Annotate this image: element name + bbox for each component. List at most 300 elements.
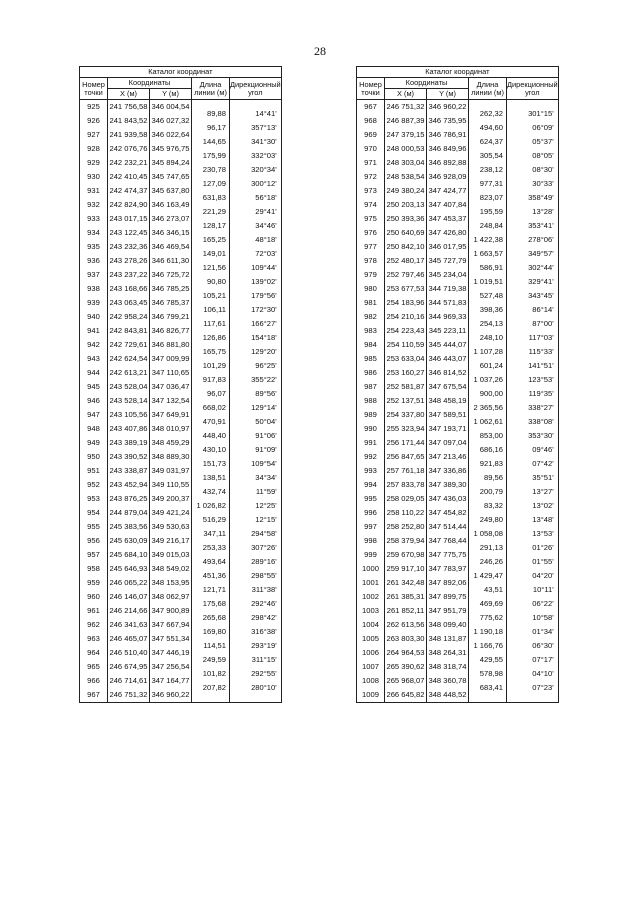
x-coordinate-cell: 264 964,53	[385, 646, 427, 660]
x-coordinate-cell: 263 803,30	[385, 632, 427, 646]
direction-angle-cell: 115°33'	[507, 345, 559, 359]
y-coordinate-cell: 347 951,79	[427, 604, 469, 618]
point-number-cell: 927	[80, 128, 108, 142]
direction-angle-cell: 34°34'	[230, 471, 282, 485]
line-length-cell: 117,61	[192, 317, 230, 331]
y-coordinate-cell: 347 407,84	[427, 198, 469, 212]
y-coordinate-cell: 347 256,54	[150, 660, 192, 674]
line-length-cell: 83,32	[469, 499, 507, 513]
y-coordinate-cell: 346 849,96	[427, 142, 469, 156]
direction-angle-cell: 01°26'	[507, 541, 559, 555]
direction-angle-cell: 154°18'	[230, 331, 282, 345]
direction-angle-cell: 89°56'	[230, 387, 282, 401]
y-coordinate-cell: 346 799,21	[150, 310, 192, 324]
y-coordinate-cell: 345 223,11	[427, 324, 469, 338]
y-coordinate-cell: 348 318,74	[427, 660, 469, 674]
line-length-cell: 921,83	[469, 457, 507, 471]
y-coordinate-cell: 346 004,54	[150, 100, 192, 115]
line-length-cell: 900,00	[469, 387, 507, 401]
direction-angle-cell: 307°26'	[230, 541, 282, 555]
point-number-cell: 990	[357, 422, 385, 436]
line-length-cell: 469,69	[469, 597, 507, 611]
x-coordinate-cell: 246 751,32	[108, 688, 150, 703]
y-coordinate-cell: 349 530,63	[150, 520, 192, 534]
y-coordinate-cell: 346 892,88	[427, 156, 469, 170]
y-coordinate-cell: 346 814,52	[427, 366, 469, 380]
point-number-cell: 1008	[357, 674, 385, 688]
line-length-cell: 347,11	[192, 527, 230, 541]
y-coordinate-cell: 344 969,33	[427, 310, 469, 324]
x-coordinate-cell: 246 674,95	[108, 660, 150, 674]
x-coordinate-cell: 254 337,80	[385, 408, 427, 422]
coordinate-catalog-table-right	[356, 66, 559, 703]
direction-angle-cell: 07°23'	[507, 681, 559, 696]
point-number-cell: 955	[80, 520, 108, 534]
point-number-cell: 1005	[357, 632, 385, 646]
x-coordinate-cell: 248 538,54	[385, 170, 427, 184]
line-length-cell: 686,16	[469, 443, 507, 457]
x-coordinate-cell: 243 389,19	[108, 436, 150, 450]
y-coordinate-cell: 348 153,95	[150, 576, 192, 590]
y-coordinate-cell: 347 899,75	[427, 590, 469, 604]
direction-angle-cell: 311°38'	[230, 583, 282, 597]
point-number-cell: 936	[80, 254, 108, 268]
direction-angle-cell: 129°20'	[230, 345, 282, 359]
y-coordinate-cell: 348 131,87	[427, 632, 469, 646]
header-line-length: Длина линии (м)	[469, 78, 507, 100]
direction-angle-cell: 129°14'	[230, 401, 282, 415]
line-length-cell: 144,65	[192, 135, 230, 149]
direction-angle-cell: 293°19'	[230, 639, 282, 653]
x-coordinate-cell: 252 480,17	[385, 254, 427, 268]
direction-angle-cell: 01°55'	[507, 555, 559, 569]
direction-angle-cell: 01°34'	[507, 625, 559, 639]
y-coordinate-cell: 347 424,77	[427, 184, 469, 198]
point-number-cell: 948	[80, 422, 108, 436]
line-length-cell: 493,64	[192, 555, 230, 569]
direction-angle-cell: 292°46'	[230, 597, 282, 611]
line-length-cell: 96,07	[192, 387, 230, 401]
header-direction-angle: Дирекционный угол	[230, 78, 282, 100]
line-length-cell: 200,79	[469, 485, 507, 499]
line-length-cell: 853,00	[469, 429, 507, 443]
point-number-cell: 968	[357, 114, 385, 128]
direction-angle-cell: 12°15'	[230, 513, 282, 527]
x-coordinate-cell: 262 613,56	[385, 618, 427, 632]
y-coordinate-cell: 346 786,91	[427, 128, 469, 142]
direction-angle-cell: 87°00'	[507, 317, 559, 331]
y-coordinate-cell: 346 725,72	[150, 268, 192, 282]
line-length-cell: 1 190,18	[469, 625, 507, 639]
x-coordinate-cell: 246 510,40	[108, 646, 150, 660]
y-coordinate-cell: 345 444,07	[427, 338, 469, 352]
direction-angle-cell: 179°56'	[230, 289, 282, 303]
point-number-cell: 930	[80, 170, 108, 184]
point-number-cell: 945	[80, 380, 108, 394]
direction-angle-cell: 10°58'	[507, 611, 559, 625]
x-coordinate-cell: 242 076,76	[108, 142, 150, 156]
line-length-cell: 106,11	[192, 303, 230, 317]
x-coordinate-cell: 246 751,32	[385, 100, 427, 115]
point-number-cell: 993	[357, 464, 385, 478]
line-length-cell: 917,83	[192, 373, 230, 387]
y-coordinate-cell: 348 062,97	[150, 590, 192, 604]
line-length-cell: 683,41	[469, 681, 507, 696]
x-coordinate-cell: 242 410,45	[108, 170, 150, 184]
line-length-cell: 262,32	[469, 107, 507, 121]
line-length-cell: 1 422,38	[469, 233, 507, 247]
y-coordinate-cell: 347 132,54	[150, 394, 192, 408]
page-number: 28	[314, 44, 326, 58]
line-length-cell: 977,31	[469, 177, 507, 191]
direction-angle-cell: 30°33'	[507, 177, 559, 191]
direction-angle-cell: 289°16'	[230, 555, 282, 569]
direction-angle-cell: 96°25'	[230, 359, 282, 373]
line-length-cell: 114,51	[192, 639, 230, 653]
point-number-cell: 1000	[357, 562, 385, 576]
point-number-cell: 991	[357, 436, 385, 450]
x-coordinate-cell: 261 852,11	[385, 604, 427, 618]
point-number-cell: 944	[80, 366, 108, 380]
y-coordinate-cell: 348 099,40	[427, 618, 469, 632]
x-coordinate-cell: 261 385,31	[385, 590, 427, 604]
direction-angle-cell: 343°45'	[507, 289, 559, 303]
x-coordinate-cell: 252 581,87	[385, 380, 427, 394]
y-coordinate-cell: 349 031,97	[150, 464, 192, 478]
y-coordinate-cell: 347 036,47	[150, 380, 192, 394]
y-coordinate-cell: 347 453,37	[427, 212, 469, 226]
line-length-cell: 165,25	[192, 233, 230, 247]
y-coordinate-cell: 346 960,22	[150, 688, 192, 703]
x-coordinate-cell: 252 137,51	[385, 394, 427, 408]
line-length-cell: 169,80	[192, 625, 230, 639]
direction-angle-cell: 05°37'	[507, 135, 559, 149]
point-number-cell: 978	[357, 254, 385, 268]
header-point-number: Номер точки	[80, 78, 108, 100]
point-number-cell: 941	[80, 324, 108, 338]
point-number-cell: 975	[357, 212, 385, 226]
direction-angle-cell: 338°08'	[507, 415, 559, 429]
direction-angle-cell: 13°02'	[507, 499, 559, 513]
direction-angle-cell: 300°12'	[230, 177, 282, 191]
x-coordinate-cell: 244 879,04	[108, 506, 150, 520]
point-number-cell: 989	[357, 408, 385, 422]
line-length-cell: 90,80	[192, 275, 230, 289]
line-length-cell: 248,84	[469, 219, 507, 233]
line-length-cell: 668,02	[192, 401, 230, 415]
y-coordinate-cell: 347 900,89	[150, 604, 192, 618]
x-coordinate-cell: 246 887,39	[385, 114, 427, 128]
line-length-cell: 149,01	[192, 247, 230, 261]
y-coordinate-cell: 347 783,97	[427, 562, 469, 576]
line-length-cell: 96,17	[192, 121, 230, 135]
catalog-title: Каталог координат	[357, 67, 559, 78]
x-coordinate-cell: 241 939,58	[108, 128, 150, 142]
line-length-cell: 105,21	[192, 289, 230, 303]
direction-angle-cell: 329°41'	[507, 275, 559, 289]
y-coordinate-cell: 349 421,24	[150, 506, 192, 520]
point-number-cell: 967	[80, 688, 108, 703]
point-number-cell: 979	[357, 268, 385, 282]
x-coordinate-cell: 243 063,45	[108, 296, 150, 310]
line-length-cell: 248,10	[469, 331, 507, 345]
x-coordinate-cell: 261 342,48	[385, 576, 427, 590]
direction-angle-cell: 34°46'	[230, 219, 282, 233]
x-coordinate-cell: 254 223,43	[385, 324, 427, 338]
x-coordinate-cell: 243 168,66	[108, 282, 150, 296]
point-number-cell: 971	[357, 156, 385, 170]
point-number-cell: 1002	[357, 590, 385, 604]
point-number-cell: 973	[357, 184, 385, 198]
direction-angle-cell: 14°41'	[230, 107, 282, 121]
point-number-cell: 985	[357, 352, 385, 366]
line-length-cell: 305,54	[469, 149, 507, 163]
x-coordinate-cell: 255 323,94	[385, 422, 427, 436]
x-coordinate-cell: 243 452,94	[108, 478, 150, 492]
direction-angle-cell: 04°20'	[507, 569, 559, 583]
y-coordinate-cell: 347 336,86	[427, 464, 469, 478]
line-length-cell: 165,75	[192, 345, 230, 359]
x-coordinate-cell: 243 528,14	[108, 394, 150, 408]
line-length-cell: 254,13	[469, 317, 507, 331]
point-number-cell: 938	[80, 282, 108, 296]
line-length-cell: 101,29	[192, 359, 230, 373]
x-coordinate-cell: 243 105,56	[108, 408, 150, 422]
x-coordinate-cell: 243 237,22	[108, 268, 150, 282]
direction-angle-cell: 72°03'	[230, 247, 282, 261]
point-number-cell: 946	[80, 394, 108, 408]
point-number-cell: 928	[80, 142, 108, 156]
line-length-cell: 246,26	[469, 555, 507, 569]
direction-angle-cell: 109°54'	[230, 457, 282, 471]
point-number-cell: 970	[357, 142, 385, 156]
direction-angle-cell: 07°17'	[507, 653, 559, 667]
y-coordinate-cell: 346 022,64	[150, 128, 192, 142]
y-coordinate-cell: 345 637,80	[150, 184, 192, 198]
y-coordinate-cell: 347 426,80	[427, 226, 469, 240]
line-length-cell: 207,82	[192, 681, 230, 696]
point-number-cell: 926	[80, 114, 108, 128]
line-length-cell: 238,12	[469, 163, 507, 177]
line-length-cell: 121,71	[192, 583, 230, 597]
y-coordinate-cell: 349 110,55	[150, 478, 192, 492]
direction-angle-cell: 29°41'	[230, 205, 282, 219]
direction-angle-cell: 119°35'	[507, 387, 559, 401]
point-number-cell: 933	[80, 212, 108, 226]
y-coordinate-cell: 347 514,44	[427, 520, 469, 534]
y-coordinate-cell: 346 346,15	[150, 226, 192, 240]
line-length-cell: 1 107,28	[469, 345, 507, 359]
line-length-cell: 175,68	[192, 597, 230, 611]
x-coordinate-cell: 243 876,25	[108, 492, 150, 506]
line-length-cell: 89,56	[469, 471, 507, 485]
x-coordinate-cell: 258 029,05	[385, 492, 427, 506]
direction-angle-cell: 13°53'	[507, 527, 559, 541]
x-coordinate-cell: 242 843,81	[108, 324, 150, 338]
point-number-cell: 962	[80, 618, 108, 632]
x-coordinate-cell: 242 624,54	[108, 352, 150, 366]
x-coordinate-cell: 246 341,63	[108, 618, 150, 632]
line-length-cell: 1 429,47	[469, 569, 507, 583]
point-number-cell: 960	[80, 590, 108, 604]
x-coordinate-cell: 250 842,10	[385, 240, 427, 254]
x-coordinate-cell: 259 917,10	[385, 562, 427, 576]
x-coordinate-cell: 254 110,59	[385, 338, 427, 352]
direction-angle-cell: 349°57'	[507, 247, 559, 261]
point-number-cell: 1001	[357, 576, 385, 590]
direction-angle-cell: 08°30'	[507, 163, 559, 177]
x-coordinate-cell: 246 065,22	[108, 576, 150, 590]
x-coordinate-cell: 259 670,98	[385, 548, 427, 562]
x-coordinate-cell: 250 640,69	[385, 226, 427, 240]
x-coordinate-cell: 243 232,36	[108, 240, 150, 254]
x-coordinate-cell: 242 232,21	[108, 156, 150, 170]
point-number-cell: 951	[80, 464, 108, 478]
x-coordinate-cell: 248 303,04	[385, 156, 427, 170]
y-coordinate-cell: 349 015,03	[150, 548, 192, 562]
direction-angle-cell: 91°06'	[230, 429, 282, 443]
line-length-cell: 1 037,26	[469, 373, 507, 387]
direction-angle-cell: 06°30'	[507, 639, 559, 653]
y-coordinate-cell: 347 389,30	[427, 478, 469, 492]
direction-angle-cell: 294°58'	[230, 527, 282, 541]
direction-angle-cell: 35°51'	[507, 471, 559, 485]
direction-angle-cell: 07°42'	[507, 457, 559, 471]
direction-angle-cell: 358°49'	[507, 191, 559, 205]
line-length-cell: 823,07	[469, 191, 507, 205]
direction-angle-cell: 56°18'	[230, 191, 282, 205]
header-x: X (м)	[108, 89, 150, 100]
direction-angle-cell: 278°06'	[507, 233, 559, 247]
y-coordinate-cell: 347 213,46	[427, 450, 469, 464]
direction-angle-cell: 172°30'	[230, 303, 282, 317]
header-coordinates: Координаты	[385, 78, 469, 89]
line-length-cell: 249,80	[469, 513, 507, 527]
point-number-cell: 931	[80, 184, 108, 198]
line-length-cell: 1 062,61	[469, 415, 507, 429]
x-coordinate-cell: 257 833,78	[385, 478, 427, 492]
direction-angle-cell: 139°02'	[230, 275, 282, 289]
x-coordinate-cell: 246 146,07	[108, 590, 150, 604]
y-coordinate-cell: 346 928,09	[427, 170, 469, 184]
line-length-cell: 291,13	[469, 541, 507, 555]
point-number-cell: 977	[357, 240, 385, 254]
direction-angle-cell: 13°27'	[507, 485, 559, 499]
direction-angle-cell: 332°03'	[230, 149, 282, 163]
x-coordinate-cell: 241 843,52	[108, 114, 150, 128]
point-number-cell: 986	[357, 366, 385, 380]
table-row	[80, 688, 282, 703]
table-row	[357, 688, 559, 703]
x-coordinate-cell: 246 214,66	[108, 604, 150, 618]
direction-angle-cell: 91°09'	[230, 443, 282, 457]
y-coordinate-cell: 347 436,03	[427, 492, 469, 506]
direction-angle-cell: 301°15'	[507, 107, 559, 121]
y-coordinate-cell: 347 768,44	[427, 534, 469, 548]
direction-angle-cell: 08°05'	[507, 149, 559, 163]
x-coordinate-cell: 248 000,53	[385, 142, 427, 156]
direction-angle-cell: 292°55'	[230, 667, 282, 681]
direction-angle-cell: 338°27'	[507, 401, 559, 415]
x-coordinate-cell: 243 278,26	[108, 254, 150, 268]
direction-angle-cell: 298°42'	[230, 611, 282, 625]
line-length-cell: 775,62	[469, 611, 507, 625]
point-number-cell: 949	[80, 436, 108, 450]
point-number-cell: 965	[80, 660, 108, 674]
x-coordinate-cell: 253 677,53	[385, 282, 427, 296]
y-coordinate-cell: 347 775,75	[427, 548, 469, 562]
direction-angle-cell: 355°22'	[230, 373, 282, 387]
direction-angle-cell: 123°53'	[507, 373, 559, 387]
point-number-cell: 959	[80, 576, 108, 590]
y-coordinate-cell: 347 551,34	[150, 632, 192, 646]
y-coordinate-cell: 347 589,51	[427, 408, 469, 422]
x-coordinate-cell: 245 383,56	[108, 520, 150, 534]
direction-angle-cell: 86°14'	[507, 303, 559, 317]
y-coordinate-cell: 345 976,75	[150, 142, 192, 156]
x-coordinate-cell: 253 633,04	[385, 352, 427, 366]
y-coordinate-cell: 346 611,30	[150, 254, 192, 268]
line-length-cell: 470,91	[192, 415, 230, 429]
x-coordinate-cell: 242 958,24	[108, 310, 150, 324]
point-number-cell: 963	[80, 632, 108, 646]
direction-angle-cell: 50°04'	[230, 415, 282, 429]
direction-angle-cell: 09°46'	[507, 443, 559, 457]
line-length-cell: 586,91	[469, 261, 507, 275]
line-length-cell: 1 663,57	[469, 247, 507, 261]
point-number-cell: 943	[80, 352, 108, 366]
line-length-cell: 601,24	[469, 359, 507, 373]
point-number-cell: 953	[80, 492, 108, 506]
direction-angle-cell: 357°13'	[230, 121, 282, 135]
line-length-cell: 1 026,82	[192, 499, 230, 513]
x-coordinate-cell: 243 528,04	[108, 380, 150, 394]
line-length-cell: 527,48	[469, 289, 507, 303]
y-coordinate-cell: 348 360,78	[427, 674, 469, 688]
direction-angle-cell: 10°11'	[507, 583, 559, 597]
direction-angle-cell: 11°59'	[230, 485, 282, 499]
direction-angle-cell: 04°10'	[507, 667, 559, 681]
direction-angle-cell: 13°48'	[507, 513, 559, 527]
y-coordinate-cell: 346 785,37	[150, 296, 192, 310]
point-number-cell: 932	[80, 198, 108, 212]
line-length-cell: 101,82	[192, 667, 230, 681]
x-coordinate-cell: 245 684,10	[108, 548, 150, 562]
x-coordinate-cell: 256 171,44	[385, 436, 427, 450]
header-point-number: Номер точки	[357, 78, 385, 100]
direction-angle-cell: 06°22'	[507, 597, 559, 611]
y-coordinate-cell: 347 675,54	[427, 380, 469, 394]
point-number-cell: 974	[357, 198, 385, 212]
point-number-cell: 961	[80, 604, 108, 618]
x-coordinate-cell: 253 160,27	[385, 366, 427, 380]
point-number-cell: 937	[80, 268, 108, 282]
point-number-cell: 929	[80, 156, 108, 170]
y-coordinate-cell: 346 443,07	[427, 352, 469, 366]
line-length-cell: 265,68	[192, 611, 230, 625]
y-coordinate-cell: 344 571,83	[427, 296, 469, 310]
y-coordinate-cell: 346 027,32	[150, 114, 192, 128]
line-length-cell: 2 365,56	[469, 401, 507, 415]
x-coordinate-cell: 242 729,61	[108, 338, 150, 352]
point-number-cell: 940	[80, 310, 108, 324]
point-number-cell: 969	[357, 128, 385, 142]
direction-angle-cell: 341°30'	[230, 135, 282, 149]
point-number-cell: 950	[80, 450, 108, 464]
y-coordinate-cell: 345 747,65	[150, 170, 192, 184]
point-number-cell: 956	[80, 534, 108, 548]
line-length-cell: 126,86	[192, 331, 230, 345]
